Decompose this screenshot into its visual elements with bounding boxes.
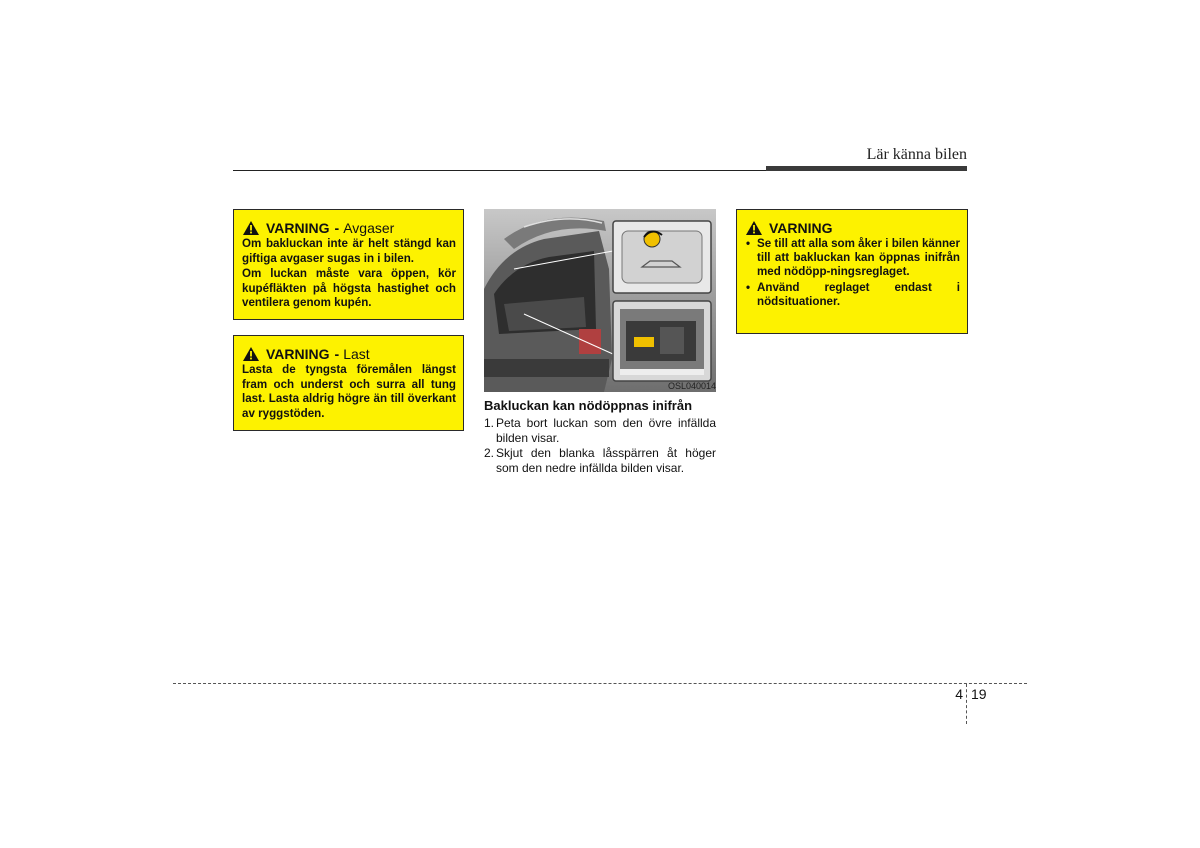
warning-triangle-icon	[242, 220, 260, 236]
warning-triangle-icon	[242, 346, 260, 362]
step-text: Peta bort luckan som den övre infällda bilden visar.	[496, 416, 716, 445]
warning-title: VARNING	[266, 346, 330, 362]
step-number: 2.	[484, 446, 495, 460]
warning-heading	[242, 346, 456, 362]
warning-title: VARNING	[769, 220, 833, 236]
suv-rear-open-tailgate-image	[484, 209, 716, 392]
page-number: 19	[971, 686, 987, 702]
figure-code: OSL040014	[667, 381, 716, 391]
warning-box-general	[736, 209, 968, 334]
warning-paragraph: Om bakluckan inte är helt stängd kan giftiga avgaser sugas in i bilen.	[242, 237, 456, 265]
warning-title: VARNING	[266, 220, 330, 236]
emergency-opening-steps	[484, 416, 716, 476]
warning-dash: -	[334, 346, 340, 362]
warning-box-load	[233, 335, 464, 431]
warning-paragraph: Om luckan måste vara öppen, kör kupéfläkten på högsta hastighet och ventilera genom kupén.	[242, 267, 456, 309]
list-item	[484, 416, 716, 445]
footer-divider	[966, 684, 967, 724]
warning-bullet-list	[745, 237, 960, 309]
footer-rule	[173, 683, 1027, 684]
warning-box-exhaust	[233, 209, 464, 320]
warning-heading	[745, 220, 960, 236]
chapter-number: 4	[955, 686, 963, 702]
warning-subtitle: Last	[343, 346, 370, 362]
list-item: • Använd reglaget endast i nödsituationer.	[745, 281, 960, 309]
warning-paragraph: Lasta de tyngsta föremålen längst fram och underst och surra all tung last. Lasta aldrig högre än till överkant av ryggstöden.	[242, 363, 456, 420]
list-item: • Se till att alla som åker i bilen känner till att bakluckan kan öppnas inifrån med nödöpp-ningsreglaget.	[745, 237, 960, 279]
emergency-opening-heading: Bakluckan kan nödöppnas inifrån	[484, 398, 693, 413]
header-rule-accent	[766, 166, 967, 171]
warning-heading	[242, 220, 456, 236]
section-title: Lär känna bilen	[866, 146, 967, 163]
warning-dash: -	[334, 220, 340, 236]
tailgate-illustration	[484, 209, 716, 392]
step-text: Skjut den blanka låsspärren åt höger som den nedre infällda bilden visar.	[496, 446, 716, 475]
warning-subtitle: Avgaser	[343, 220, 395, 236]
list-item	[484, 446, 716, 475]
warning-triangle-icon	[745, 220, 763, 236]
step-number: 1.	[484, 416, 495, 430]
